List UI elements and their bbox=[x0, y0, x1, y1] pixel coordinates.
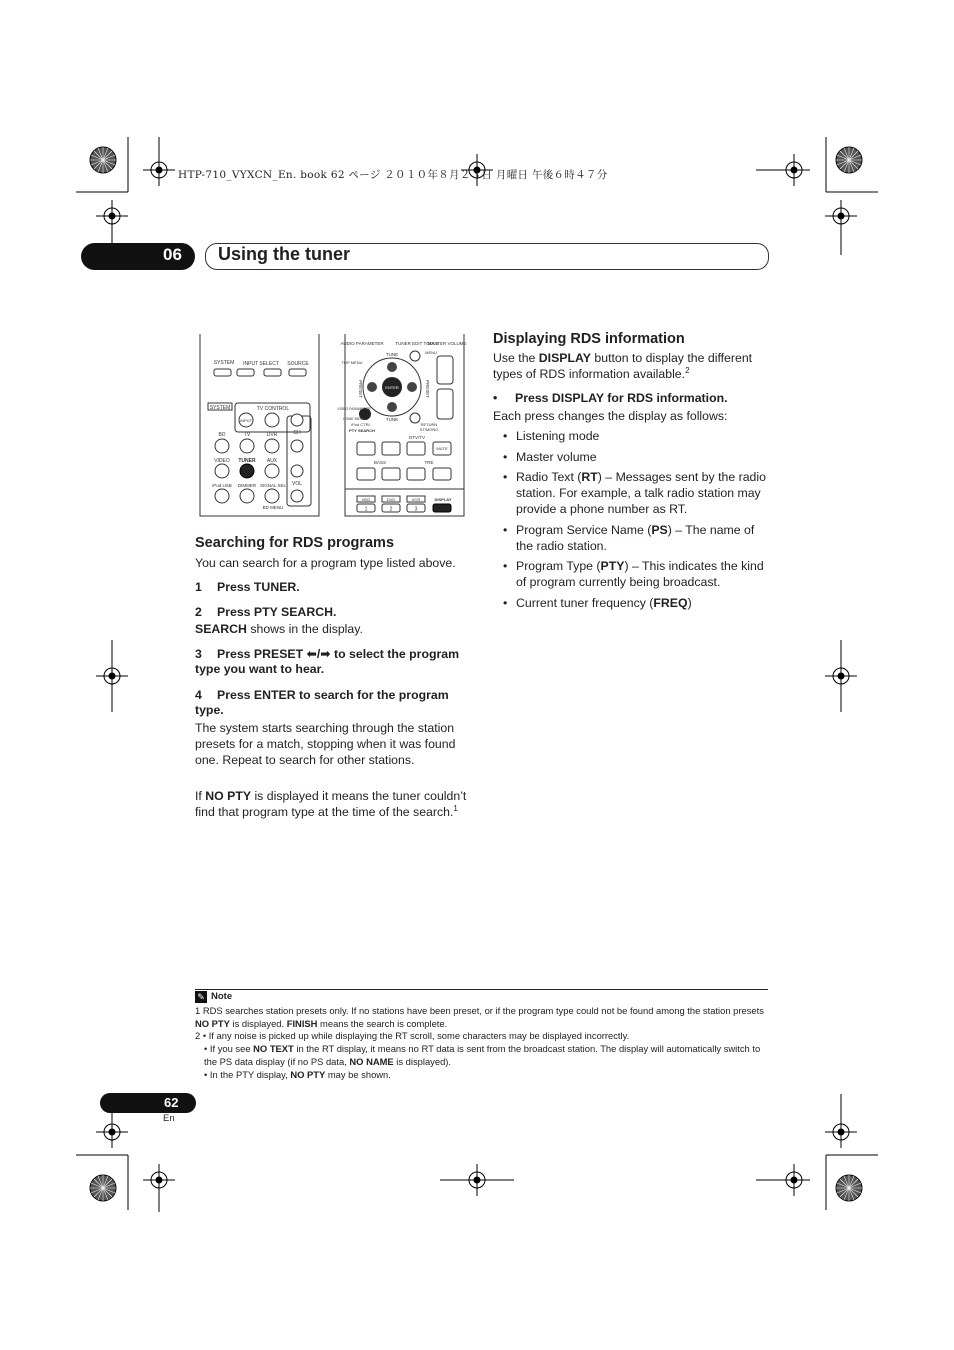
list-item bbox=[493, 558, 771, 590]
step-2 bbox=[195, 605, 477, 620]
list-item bbox=[493, 449, 771, 465]
remote-label-dimmer: DIMMER bbox=[237, 483, 257, 488]
fn2-c-no-pty: NO PTY bbox=[290, 1069, 326, 1080]
remote-label-vcr: VCR bbox=[411, 497, 421, 502]
remote-label-tuner-edit-tools: TUNER EDIT TOOLS bbox=[395, 341, 439, 346]
dimmer-button[interactable] bbox=[240, 489, 254, 503]
remote-label-master-volume: MASTER VOLUME bbox=[427, 341, 467, 346]
list-item bbox=[493, 522, 771, 554]
chapter-title: Using the tuner bbox=[218, 244, 351, 264]
step-number: 2 bbox=[195, 605, 202, 619]
tuner-button[interactable] bbox=[240, 464, 254, 478]
rds-search-intro: You can search for a program type listed above. bbox=[195, 556, 456, 570]
ch-plus-button[interactable] bbox=[291, 414, 303, 426]
remote-illustration bbox=[197, 334, 471, 518]
fn2-b-pre: • If you see bbox=[204, 1043, 254, 1054]
input-select-left-button[interactable] bbox=[237, 369, 254, 376]
display-text-no-pty: NO PTY bbox=[205, 789, 252, 803]
no-pty-post: is displayed it means the tuner couldn’t find that program type at the time of the search. bbox=[195, 789, 467, 819]
remote-label-num3: 3 bbox=[414, 506, 418, 513]
display-step bbox=[493, 391, 768, 406]
remote-label-system: SYSTEM bbox=[213, 360, 235, 366]
step-number: 1 bbox=[195, 580, 202, 594]
remote-label-bd-menu: BD MENU bbox=[262, 505, 284, 510]
pause-button[interactable] bbox=[357, 442, 375, 455]
display-button[interactable] bbox=[433, 504, 451, 512]
item-pre: Program Service Name ( bbox=[516, 522, 652, 537]
step-text: Press PRESET bbox=[217, 647, 307, 661]
remote-label-hdd: HDD bbox=[361, 497, 371, 502]
master-volume-up-button[interactable] bbox=[437, 356, 453, 384]
display-text-search: SEARCH bbox=[195, 622, 247, 636]
item-bold: FREQ bbox=[653, 595, 688, 610]
remote-label-preset-right: PRESET bbox=[425, 379, 430, 399]
rds-info-list bbox=[493, 428, 771, 615]
remote-label-vol: VOL bbox=[291, 481, 303, 487]
remote-label-return: RETURN bbox=[420, 422, 438, 427]
item-post: ) – Messages sent by the radio station. For example, a talk radio station may provide a phone number as RT. bbox=[516, 470, 766, 516]
master-volume-down-button[interactable] bbox=[437, 389, 453, 419]
tv-power-button[interactable] bbox=[265, 413, 279, 427]
remote-label-num2: 2 bbox=[389, 506, 393, 513]
remote-label-dtv-tv: DTV/TV bbox=[408, 435, 426, 440]
remote-label-system-tab: SYSTEM bbox=[209, 405, 231, 411]
step-number: 4 bbox=[195, 688, 202, 702]
step-1 bbox=[195, 580, 477, 595]
remote-label-source: SOURCE bbox=[287, 361, 309, 367]
vol-minus-button[interactable] bbox=[291, 490, 303, 502]
step-4-body: The system starts searching through the station presets for a match, stopping when it was found one. Repeat to search for other stations. bbox=[195, 721, 456, 767]
footnote-ref-1[interactable]: 1 bbox=[453, 803, 458, 813]
remote-label-tune-top: TUNE bbox=[385, 352, 399, 357]
fn2-no-name: NO NAME bbox=[349, 1056, 394, 1067]
remote-label-bass: BASS bbox=[373, 460, 387, 465]
vol-plus-button[interactable] bbox=[291, 465, 303, 477]
stop-button[interactable] bbox=[382, 442, 400, 455]
remote-label-tune-bottom: TUNE bbox=[385, 417, 399, 422]
page-number-badge bbox=[100, 1093, 196, 1113]
fn2-b-mid: in the RT display, it means no RT data is sent from the broadcast station. The display will automatically switch to the PS data display (if no PS data, bbox=[204, 1043, 761, 1067]
remote-label-display: DISPLAY bbox=[434, 497, 452, 502]
play-button[interactable] bbox=[407, 442, 425, 455]
step-bullet: • bbox=[493, 391, 498, 405]
fn2-no-text: NO TEXT bbox=[253, 1043, 294, 1054]
remote-left-panel bbox=[200, 334, 319, 516]
list-item bbox=[493, 595, 771, 611]
item-bold: PTY bbox=[600, 559, 625, 573]
item-bold: PS bbox=[651, 522, 668, 537]
step-text: Press DISPLAY for RDS information. bbox=[515, 391, 728, 405]
fn1-post: means the search is complete. bbox=[317, 1018, 448, 1029]
intro-pre: Use the bbox=[493, 351, 539, 365]
fn1-no-pty: NO PTY bbox=[195, 1018, 230, 1029]
remote-label-mute: MUTE bbox=[436, 446, 448, 451]
fn2-b bbox=[195, 1042, 769, 1068]
remote-label-ipod-usb: iPod USB bbox=[212, 483, 232, 488]
item-post: ) – This indicates the kind of program currently being broadcast. bbox=[516, 559, 764, 589]
step-text: Press TUNER. bbox=[217, 580, 300, 594]
no-pty-pre: If bbox=[195, 789, 206, 803]
list-item bbox=[493, 428, 771, 444]
aux-button[interactable] bbox=[265, 464, 279, 478]
note-divider bbox=[195, 989, 768, 990]
section-heading-rds-search: Searching for RDS programs bbox=[195, 535, 395, 551]
remote-label-bd: BD bbox=[218, 432, 226, 438]
fn2-c-pre: • In the PTY display, bbox=[204, 1069, 291, 1080]
fn2-c-post: may be shown. bbox=[325, 1069, 391, 1080]
step-2-body-text: shows in the display. bbox=[246, 622, 363, 636]
fn2-a: 2 • If any noise is picked up while displaying the RT scroll, some characters may be displayed incorrectly. bbox=[195, 1030, 630, 1041]
step-text: Press ENTER to search for the program type. bbox=[195, 688, 449, 717]
remote-label-home-menu: HOME MENU bbox=[343, 417, 365, 421]
fn2-c bbox=[195, 1068, 769, 1081]
fn1-finish: FINISH bbox=[286, 1018, 318, 1029]
remote-label-pty-search: PTY SEARCH bbox=[349, 428, 375, 433]
preset-right-arrow[interactable] bbox=[407, 382, 417, 392]
section-heading-rds-display: Displaying RDS information bbox=[493, 331, 685, 347]
footnote-ref-2[interactable]: 2 bbox=[685, 365, 690, 375]
item-post: ) – The name of the radio station. bbox=[516, 522, 755, 553]
remote-label-dvd: DVD bbox=[386, 497, 396, 502]
display-button-ref: DISPLAY bbox=[538, 351, 591, 365]
remote-label-num1: 1 bbox=[364, 506, 368, 513]
list-item bbox=[493, 469, 771, 517]
remote-label-input-select: INPUT SELECT bbox=[243, 361, 279, 367]
remote-label-st-mono: ST/MONO bbox=[419, 427, 439, 432]
remote-label-top-menu: TOP MENU bbox=[341, 360, 363, 365]
tv-button[interactable] bbox=[240, 439, 254, 453]
step-2-body bbox=[195, 621, 477, 637]
item-pre: Master volume bbox=[516, 449, 597, 464]
no-pty-paragraph bbox=[195, 788, 467, 820]
remote-label-audio-parameter: AUDIO PARAMETER bbox=[340, 341, 384, 346]
fn1-mid: is displayed. bbox=[229, 1018, 287, 1029]
item-pre: Current tuner frequency ( bbox=[516, 595, 654, 610]
remote-label-ipod-ctrl: iPod CTRL bbox=[351, 422, 371, 427]
remote-label-input: INPUT bbox=[240, 418, 252, 423]
bass-plus-button[interactable] bbox=[382, 468, 400, 480]
remote-label-menu: MENU bbox=[425, 350, 437, 355]
intro-post: button to display the different types of RDS information available. bbox=[493, 351, 753, 381]
signal-sel-button[interactable] bbox=[265, 489, 279, 503]
remote-label-aux: AUX bbox=[266, 458, 278, 464]
item-pre: Program Type ( bbox=[516, 559, 601, 573]
ipod-usb-button[interactable] bbox=[215, 489, 229, 503]
page-language: En bbox=[163, 1113, 175, 1124]
treble-minus-button[interactable] bbox=[407, 468, 425, 480]
step-4 bbox=[195, 688, 477, 718]
preset-arrows-icon: ⬅/➡ bbox=[306, 647, 331, 661]
remote-label-tv-control: TV CONTROL bbox=[256, 406, 290, 412]
ch-minus-button[interactable] bbox=[291, 440, 303, 452]
preset-left-arrow[interactable] bbox=[367, 382, 377, 392]
footnote-2 bbox=[195, 1029, 769, 1081]
item-pre: Listening mode bbox=[516, 429, 600, 443]
tune-up-arrow[interactable] bbox=[387, 362, 397, 372]
step-number: 3 bbox=[195, 647, 202, 661]
bd-button[interactable] bbox=[215, 439, 229, 453]
dvr-button[interactable] bbox=[265, 439, 279, 453]
video-button[interactable] bbox=[215, 464, 229, 478]
remote-label-ch: CH bbox=[293, 430, 301, 436]
remote-label-tre: TRE bbox=[424, 460, 434, 465]
step-3 bbox=[195, 647, 477, 677]
rds-display-intro bbox=[493, 350, 768, 382]
tune-down-arrow[interactable] bbox=[387, 402, 397, 412]
remote-label-video: VIDEO bbox=[214, 458, 230, 464]
bass-minus-button[interactable] bbox=[357, 468, 375, 480]
page-number: 62 bbox=[164, 1095, 179, 1110]
item-bold: RT bbox=[581, 470, 598, 484]
source-power-button[interactable] bbox=[289, 369, 306, 376]
treble-plus-button[interactable] bbox=[433, 468, 451, 480]
note-pencil-icon: ✎ bbox=[195, 991, 207, 1003]
step-text-cont: to select the program type you want to hear. bbox=[195, 647, 460, 676]
remote-label-tuner: TUNER bbox=[238, 458, 256, 464]
chapter-number: 06 bbox=[163, 245, 182, 264]
item-post: ) bbox=[687, 595, 692, 610]
item-pre: Radio Text ( bbox=[516, 470, 582, 484]
remote-label-tv: TV bbox=[243, 432, 251, 438]
note-label: Note bbox=[211, 991, 233, 1002]
input-select-right-button[interactable] bbox=[264, 369, 281, 376]
remote-label-dvr: DVR bbox=[266, 432, 278, 438]
print-header: HTP-710_VYXCN_En. book 62 ページ ２０１０年８月２３日 月曜日 午後６時４７分 bbox=[178, 169, 608, 181]
fn2-b-post: is displayed). bbox=[393, 1056, 452, 1067]
system-power-button[interactable] bbox=[214, 369, 231, 376]
each-press-text: Each press changes the display as follows: bbox=[493, 409, 728, 423]
remote-right-panel bbox=[337, 334, 466, 516]
remote-label-preset-left: PRESET bbox=[358, 379, 363, 399]
fn1-pre: 1 RDS searches station presets only. If no stations have been preset, or if the program type could not be found among the station presets bbox=[195, 1005, 764, 1016]
remote-label-enter: ENTER bbox=[385, 385, 399, 390]
remote-label-video-parameter: VIDEO PARAMETER bbox=[337, 407, 371, 411]
footnote-1 bbox=[195, 1004, 769, 1030]
remote-label-signal-sel: SIGNAL SEL bbox=[259, 483, 287, 488]
step-text: Press PTY SEARCH. bbox=[217, 605, 337, 619]
